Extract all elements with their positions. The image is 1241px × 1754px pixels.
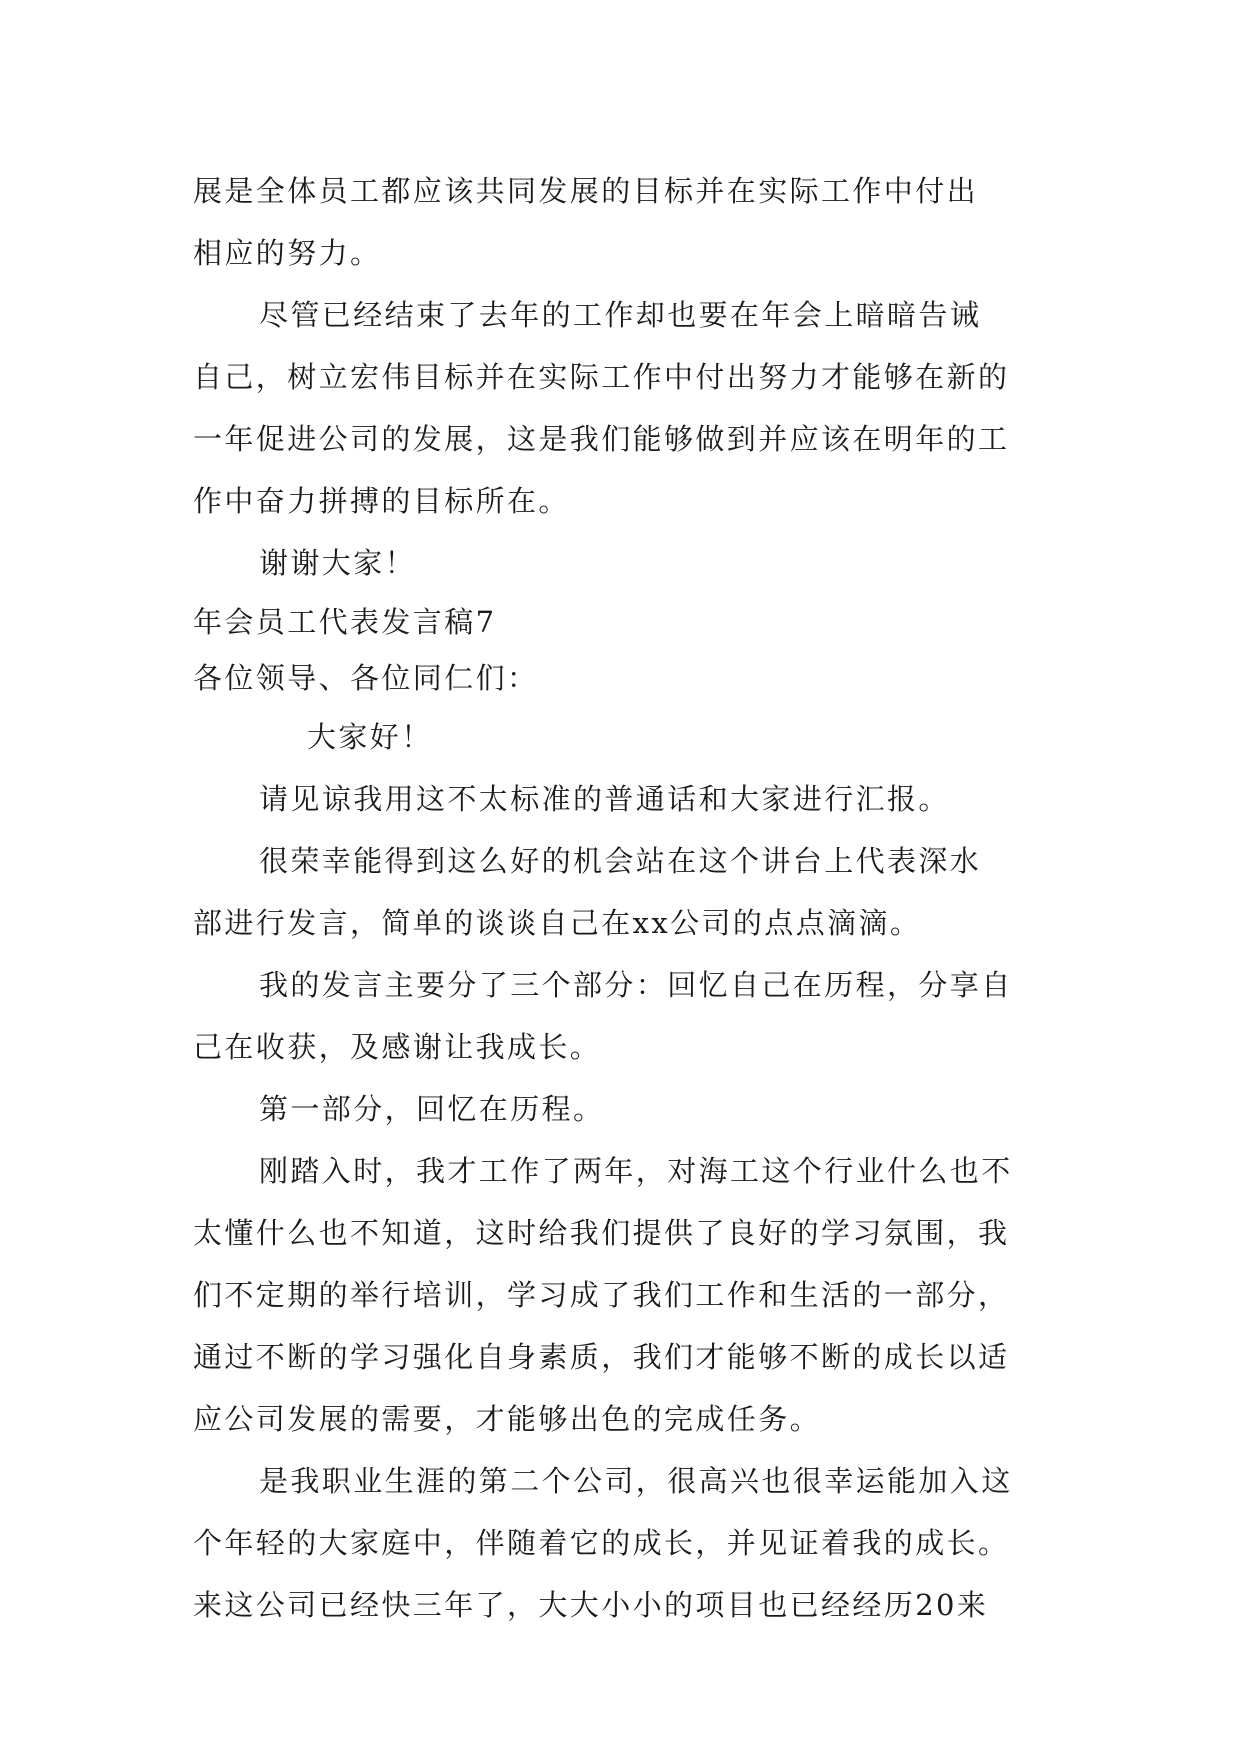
paragraph-line: 来这公司已经快三年了，大大小小的项目也已经经历20来 <box>193 1588 989 1622</box>
paragraph-line: 通过不断的学习强化自身素质，我们才能够不断的成长以适 <box>193 1340 1010 1374</box>
salutation: 各位领导、各位同仁们： <box>193 661 539 695</box>
paragraph-line: 展是全体员工都应该共同发展的目标并在实际工作中付出 <box>193 174 979 208</box>
paragraph-line: 谢谢大家！ <box>259 546 417 580</box>
paragraph-line: 相应的努力。 <box>193 236 382 270</box>
paragraph-line: 太懂什么也不知道，这时给我们提供了良好的学习氛围，我 <box>193 1216 1010 1250</box>
paragraph-line: 应公司发展的需要，才能够出色的完成任务。 <box>193 1402 822 1436</box>
greeting: 大家好！ <box>307 720 433 754</box>
paragraph-line: 请见谅我用这不太标准的普通话和大家进行汇报。 <box>259 782 950 816</box>
paragraph-line: 第一部分，回忆在历程。 <box>259 1092 605 1126</box>
paragraph-line: 很荣幸能得到这么好的机会站在这个讲台上代表深水 <box>259 844 982 878</box>
paragraph-line: 作中奋力拼搏的目标所在。 <box>193 484 570 518</box>
paragraph-line: 个年轻的大家庭中，伴随着它的成长，并见证着我的成长。 <box>193 1526 1010 1560</box>
paragraph-line: 一年促进公司的发展，这是我们能够做到并应该在明年的工 <box>193 422 1010 456</box>
paragraph-line: 部进行发言，简单的谈谈自己在xx公司的点点滴滴。 <box>193 906 922 940</box>
paragraph-line: 自己，树立宏伟目标并在实际工作中付出努力才能够在新的 <box>193 360 1010 394</box>
section-title: 年会员工代表发言稿7 <box>193 605 497 639</box>
document-body <box>193 160 1063 1636</box>
paragraph-line: 我的发言主要分了三个部分：回忆自己在历程，分享自 <box>259 968 1013 1002</box>
paragraph-line: 尽管已经结束了去年的工作却也要在年会上暗暗告诫 <box>259 298 982 332</box>
paragraph-line: 们不定期的举行培训，学习成了我们工作和生活的一部分， <box>193 1278 1010 1312</box>
paragraph-line: 己在收获，及感谢让我成长。 <box>193 1030 602 1064</box>
paragraph-line: 是我职业生涯的第二个公司，很高兴也很幸运能加入这 <box>259 1464 1013 1498</box>
paragraph-line: 刚踏入时，我才工作了两年，对海工这个行业什么也不 <box>259 1154 1013 1188</box>
